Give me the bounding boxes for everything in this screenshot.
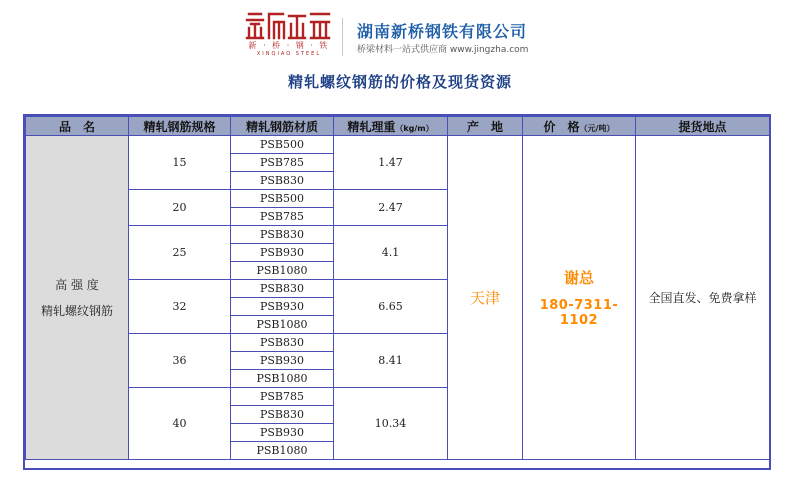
company-logo (243, 10, 333, 60)
material-cell: PSB500 (231, 190, 334, 208)
material-cell: PSB785 (231, 154, 334, 172)
header-origin: 产 地 (448, 117, 523, 136)
logo-mark-icon (243, 10, 333, 40)
material-cell: PSB785 (231, 388, 334, 406)
product-name-cell (26, 136, 129, 460)
contact-name: 谢总 (563, 269, 594, 287)
header-weight-unit: （kg/m） (395, 123, 434, 133)
material-cell: PSB930 (231, 424, 334, 442)
weight-cell: 1.47 (334, 136, 448, 190)
material-cell: PSB830 (231, 334, 334, 352)
material-cell: PSB1080 (231, 316, 334, 334)
spec-cell: 20 (129, 190, 231, 226)
contact-phone: 180-7311-1102 (539, 298, 619, 328)
material-cell: PSB1080 (231, 442, 334, 460)
material-cell: PSB830 (231, 280, 334, 298)
page-title: 精轧螺纹钢筋的价格及现货资源 (287, 73, 512, 91)
product-name-line1: 高 强 度 (55, 277, 99, 292)
weight-cell: 8.41 (334, 334, 448, 388)
spec-cell: 15 (129, 136, 231, 190)
product-name-line2: 精轧螺纹钢筋 (40, 303, 113, 318)
weight-cell: 2.47 (334, 190, 448, 226)
header-divider (342, 18, 343, 56)
weight-cell: 4.1 (334, 226, 448, 280)
company-tagline: 桥梁材料一站式供应商 www.jingzha.com (357, 45, 529, 55)
weight-cell: 10.34 (334, 388, 448, 460)
header-price-label: 价 格 (543, 119, 580, 134)
header-delivery: 提货地点 (636, 117, 770, 136)
material-cell: PSB830 (231, 406, 334, 424)
material-cell: PSB930 (231, 298, 334, 316)
logo-chinese-text: 新 · 桥 · 钢 · 铁 (248, 41, 330, 50)
material-cell: PSB930 (231, 352, 334, 370)
spec-cell: 25 (129, 226, 231, 280)
spec-cell: 40 (129, 388, 231, 460)
page-header (0, 0, 800, 62)
material-cell: PSB830 (231, 226, 334, 244)
price-table (25, 116, 770, 460)
header-weight (334, 117, 448, 136)
material-cell: PSB500 (231, 136, 334, 154)
origin-cell: 天津 (448, 136, 523, 460)
weight-cell: 6.65 (334, 280, 448, 334)
table-header-row (26, 117, 770, 136)
header-price-unit: （元/吨） (579, 123, 615, 133)
price-table-frame (23, 114, 771, 470)
header-spec: 精轧钢筋规格 (129, 117, 231, 136)
material-cell: PSB1080 (231, 370, 334, 388)
material-cell: PSB830 (231, 172, 334, 190)
material-cell: PSB785 (231, 208, 334, 226)
material-cell: PSB930 (231, 244, 334, 262)
logo-english-text: XINQIAO STEEL (256, 51, 322, 57)
spec-cell: 36 (129, 334, 231, 388)
company-name: 湖南新桥钢铁有限公司 (357, 22, 528, 41)
header-price (523, 117, 636, 136)
header-material: 精轧钢筋材质 (231, 117, 334, 136)
material-cell: PSB1080 (231, 262, 334, 280)
price-contact-cell (523, 136, 636, 460)
header-product: 品 名 (26, 117, 129, 136)
table-row (26, 136, 770, 154)
delivery-cell: 全国直发、免费拿样 (636, 136, 770, 460)
spec-cell: 32 (129, 280, 231, 334)
header-weight-label: 精轧理重 (347, 119, 396, 134)
